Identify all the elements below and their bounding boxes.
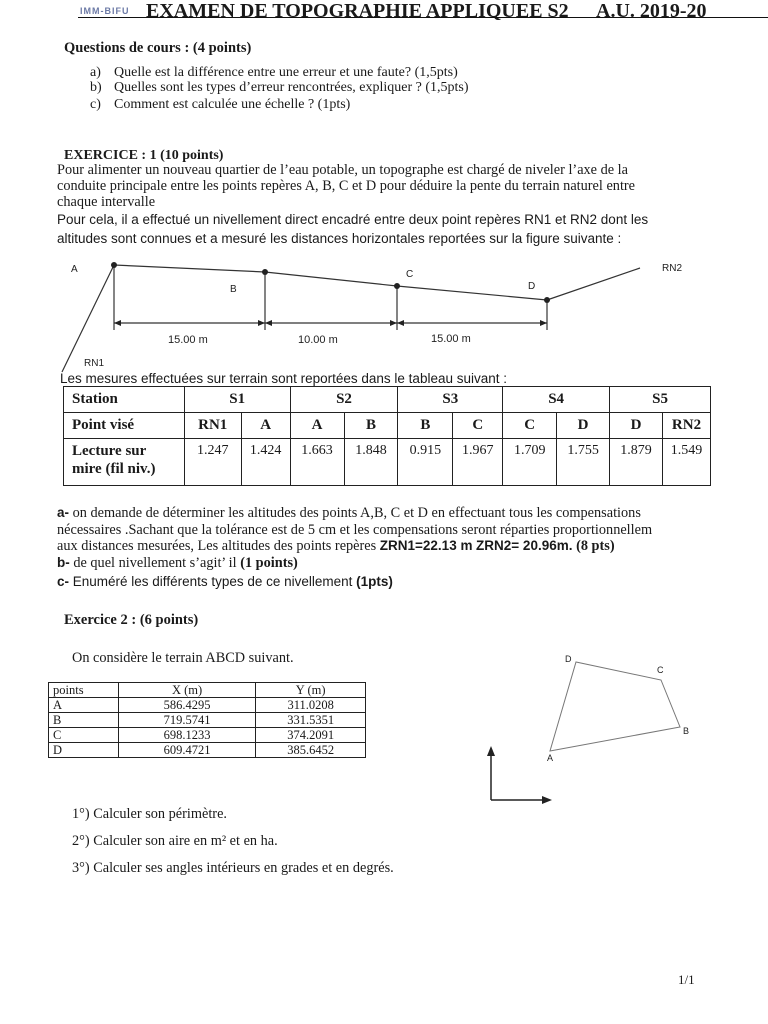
point-cell: RN2 [662, 413, 710, 439]
reading-cell: 1.424 [241, 439, 290, 486]
reading-cell: 0.915 [398, 439, 453, 486]
table-header-point: Point visé [64, 413, 185, 439]
reading-cell: 1.247 [184, 439, 241, 486]
station-cell: S5 [610, 387, 711, 413]
station-cell: S4 [503, 387, 610, 413]
terrain-line-a-b [114, 265, 265, 272]
coords-cell: 698.1233 [118, 728, 256, 743]
coords-cell: C [49, 728, 119, 743]
reading-cell: 1.879 [610, 439, 663, 486]
parcel-label-a: A [547, 753, 554, 763]
label-rn1: RN1 [84, 358, 105, 369]
station-cell: S2 [290, 387, 398, 413]
ex1-text-line: conduite principale entre les points repères A, B, C et D pour déduire la pente du terrain naturel entre [57, 178, 636, 194]
ex1-text-line: chaque intervalle [57, 194, 156, 210]
exam-title: EXAMEN DE TOPOGRAPHIE APPLIQUEE S2 [146, 0, 569, 22]
point-a-marker [111, 262, 117, 268]
coords-cell: A [49, 698, 119, 713]
parcel-label-d: D [565, 654, 572, 664]
y-axis-arrowhead [487, 746, 495, 756]
levelling-table [63, 386, 711, 486]
parcel-outline [550, 662, 680, 751]
ex1-text-line: Pour alimenter un nouveau quartier de l’eau potable, un topographe est chargé de niveler l’axe de la [57, 162, 628, 178]
parcel-label-c: C [657, 665, 664, 675]
dim-arrow [114, 320, 121, 326]
coords-row [49, 728, 366, 743]
parcel-abcd-figure [470, 640, 710, 810]
dim-arrow [390, 320, 397, 326]
institution-logo: IMM-BIFU [80, 6, 130, 16]
station-cell: S3 [398, 387, 503, 413]
ex2-intro: On considère le terrain ABCD suivant. [72, 650, 294, 666]
coords-row [49, 713, 366, 728]
station-cell: S1 [184, 387, 290, 413]
coords-header: points [49, 683, 119, 698]
dim-arrow [258, 320, 265, 326]
levelling-profile-figure [0, 255, 768, 385]
point-cell: C [453, 413, 503, 439]
point-cell: B [398, 413, 453, 439]
ex1-text-line: altitudes sont connues et a mesuré les distances horizontales reportées sur la figure suivante : [57, 231, 622, 246]
coords-cell: 719.5741 [118, 713, 256, 728]
question-c: c- Enuméré les différents types de ce nivellement (1pts) [57, 574, 393, 589]
reading-cell: 1.549 [662, 439, 710, 486]
coordinates-table [48, 682, 366, 758]
table-intro: Les mesures effectuées sur terrain sont reportées dans le tableau suivant : [60, 371, 508, 386]
coords-header: X (m) [118, 683, 256, 698]
coords-row [49, 743, 366, 758]
reading-cell: 1.755 [557, 439, 610, 486]
point-cell: A [290, 413, 344, 439]
ex2-question-2: 2°) Calculer son aire en m² et en ha. [72, 833, 278, 849]
label-rn2: RN2 [662, 263, 683, 274]
terrain-line-rn1-a [62, 265, 114, 372]
point-cell: B [344, 413, 398, 439]
page-number: 1/1 [678, 972, 695, 987]
terrain-line-c-d [397, 286, 547, 300]
question-b: b- de quel nivellement s’agit’ il (1 points) [57, 555, 298, 571]
ex2-heading: Exercice 2 : (6 points) [64, 612, 199, 628]
table-header-station: Station [64, 387, 185, 413]
coords-header-row [49, 683, 366, 698]
label-c: C [406, 269, 414, 280]
distance-label-bc: 10.00 m [298, 334, 338, 346]
ex2-question-3: 3°) Calculer ses angles intérieurs en grades et en degrés. [72, 860, 394, 876]
coords-row [49, 698, 366, 713]
coords-cell: B [49, 713, 119, 728]
reading-cell: 1.848 [344, 439, 398, 486]
table-row-readings [64, 439, 711, 486]
coords-cell: 385.6452 [256, 743, 366, 758]
cours-question-a: a) Quelle est la différence entre une erreur et une faute? (1,5pts) [90, 65, 458, 80]
point-c-marker [394, 283, 400, 289]
distance-label-ab: 15.00 m [168, 334, 208, 346]
ex1-heading: EXERCICE : 1 (10 points) [64, 148, 224, 163]
question-a-line: aux distances mesurées, Les altitudes des points repères ZRN1=22.13 m ZRN2= 20.96m. (8 pts) [57, 538, 615, 554]
point-cell: RN1 [184, 413, 241, 439]
question-a-line: a- on demande de déterminer les altitudes des points A,B, C et D en effectuant tous les compensations [57, 505, 641, 521]
point-cell: D [610, 413, 663, 439]
reading-cell: 1.663 [290, 439, 344, 486]
table-header-reading: Lecture sur mire (fil niv.) [64, 439, 185, 486]
label-b: B [230, 284, 237, 295]
coords-cell: 374.2091 [256, 728, 366, 743]
academic-year: A.U. 2019-20 [596, 0, 707, 22]
dim-arrow [540, 320, 547, 326]
cours-heading: Questions de cours : (4 points) [64, 40, 252, 56]
cours-question-c: c) Comment est calculée une échelle ? (1pts) [90, 97, 351, 112]
axes-arrows-icon [491, 752, 546, 800]
table-row-points [64, 413, 711, 439]
coords-header: Y (m) [256, 683, 366, 698]
coords-cell: D [49, 743, 119, 758]
ex2-question-1: 1°) Calculer son périmètre. [72, 806, 227, 822]
terrain-line-b-c [265, 272, 397, 286]
parcel-label-b: B [683, 726, 690, 736]
header-rule [78, 17, 768, 18]
reading-cell: 1.709 [503, 439, 557, 486]
point-cell: A [241, 413, 290, 439]
coords-cell: 586.4295 [118, 698, 256, 713]
point-cell: C [503, 413, 557, 439]
label-a: A [71, 264, 78, 275]
question-a-line: nécessaires .Sachant que la tolérance est de 5 cm et les compensations seront réparties proportionnellem [57, 522, 653, 538]
reading-cell: 1.967 [453, 439, 503, 486]
x-axis-arrowhead [542, 796, 552, 804]
dim-arrow [265, 320, 272, 326]
cours-question-b: b) Quelles sont les types d’erreur rencontrées, expliquer ? (1,5pts) [90, 80, 469, 95]
coords-cell: 331.5351 [256, 713, 366, 728]
ex1-text-line: Pour cela, il a effectué un nivellement direct encadré entre deux point repères RN1 et RN2 dont les [57, 212, 649, 227]
point-d-marker [544, 297, 550, 303]
point-cell: D [557, 413, 610, 439]
dim-arrow [397, 320, 404, 326]
coords-cell: 311.0208 [256, 698, 366, 713]
point-b-marker [262, 269, 268, 275]
table-row-stations [64, 387, 711, 413]
distance-label-cd: 15.00 m [431, 333, 471, 345]
label-d: D [528, 281, 536, 292]
coords-cell: 609.4721 [118, 743, 256, 758]
terrain-line-d-rn2 [547, 268, 640, 300]
